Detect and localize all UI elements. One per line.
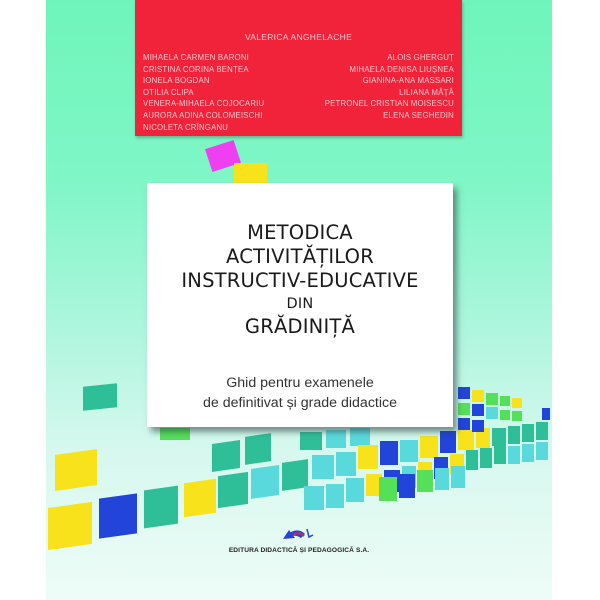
author-name: GIANINA-ANA MASSARI <box>362 76 454 86</box>
teal-square <box>492 428 506 446</box>
teal-square <box>494 446 506 464</box>
teal-square <box>144 486 178 529</box>
cyan-square <box>486 407 498 419</box>
author-name: ELENA SEGHEDIN <box>383 110 454 120</box>
yellow-square <box>184 479 216 517</box>
author-name: PETRONEL CRISTIAN MOISESCU <box>324 99 454 109</box>
cyan-square <box>400 440 418 462</box>
cyan-square <box>304 486 324 510</box>
cyan-square <box>251 465 279 499</box>
green-square <box>379 477 397 501</box>
teal-square <box>536 422 548 440</box>
cyan-square <box>326 484 344 508</box>
cyan-square <box>536 442 548 460</box>
blue-square <box>440 431 456 453</box>
author-name: OTILIA CLIPA <box>143 87 194 97</box>
title-line: INSTRUCTIV-EDUCATIVE <box>181 269 419 292</box>
author-name: MIHAELA CARMEN BARONI <box>143 53 250 62</box>
book-title <box>147 221 453 339</box>
publisher-name: EDITURA DIDACTICĂ ȘI PEDAGOGICĂ S.A. <box>228 547 370 554</box>
authors-right-column <box>325 52 454 122</box>
publisher <box>46 526 552 554</box>
cyan-square <box>451 466 465 488</box>
cyan-square <box>522 444 534 462</box>
yellow-square <box>234 163 267 185</box>
blue-square <box>458 387 470 399</box>
author-name: LILIANA MÂȚĂ <box>399 87 454 97</box>
book-subtitle <box>147 373 453 413</box>
subtitle-line: de definitivat și grade didactice <box>202 395 397 411</box>
teal-square <box>245 433 271 465</box>
cyan-square <box>435 468 449 490</box>
author-name: NICOLETA CRÎNGANU <box>143 122 229 132</box>
title-card <box>147 183 453 427</box>
teal-square <box>300 432 322 450</box>
blue-square <box>380 441 398 465</box>
yellow-square <box>358 445 378 469</box>
publisher-logo-icon <box>279 526 319 542</box>
teal-square <box>508 426 520 444</box>
title-line: ACTIVITĂȚILOR <box>226 245 374 268</box>
author-name: AURORA ADINA COLOMEISCHI <box>143 110 263 120</box>
teal-square <box>522 424 534 442</box>
title-line: GRĂDINIȚĂ <box>244 315 356 338</box>
title-line: DIN <box>286 296 314 312</box>
cyan-square <box>336 452 356 476</box>
teal-square <box>466 450 478 470</box>
blue-square <box>458 418 470 430</box>
green-square <box>512 411 522 421</box>
yellow-square <box>472 390 484 402</box>
author-name: ALOIS GHERGUȚ <box>387 53 454 62</box>
blue-square <box>472 420 484 432</box>
subtitle-line: Ghid pentru examenele <box>226 375 374 391</box>
yellow-square <box>458 430 474 450</box>
author-name: IONELA BOGDAN <box>143 76 210 86</box>
teal-square <box>218 472 248 508</box>
cyan-square <box>350 428 370 446</box>
cyan-square <box>346 478 364 502</box>
blue-square <box>472 404 484 416</box>
green-square <box>500 396 510 406</box>
author-name: VENERA-MIHAELA COJOCARIU <box>143 99 265 109</box>
green-square <box>500 410 510 420</box>
blue-square <box>542 408 550 420</box>
book-cover <box>46 0 552 600</box>
author-name: MIHAELA DENISA LIUȘNEA <box>349 64 454 74</box>
yellow-square <box>512 398 522 408</box>
green-square <box>458 403 470 415</box>
authors-block <box>135 0 462 136</box>
author-name: CRISTINA CORINA BENȚEA <box>143 64 249 74</box>
teal-square <box>212 440 240 472</box>
yellow-square <box>55 449 97 491</box>
blue-square <box>399 474 415 498</box>
yellow-square <box>420 436 438 458</box>
teal-square <box>83 383 117 411</box>
title-line: METODICA <box>247 221 353 244</box>
lead-author: VALERICA ANGHELACHE <box>244 32 353 42</box>
cyan-square <box>326 430 346 448</box>
green-square <box>417 470 433 492</box>
cyan-square <box>312 455 334 479</box>
green-square <box>486 393 498 405</box>
green-square <box>160 428 190 440</box>
cyan-square <box>508 446 520 464</box>
teal-square <box>480 448 492 468</box>
authors-left-column <box>143 52 264 133</box>
